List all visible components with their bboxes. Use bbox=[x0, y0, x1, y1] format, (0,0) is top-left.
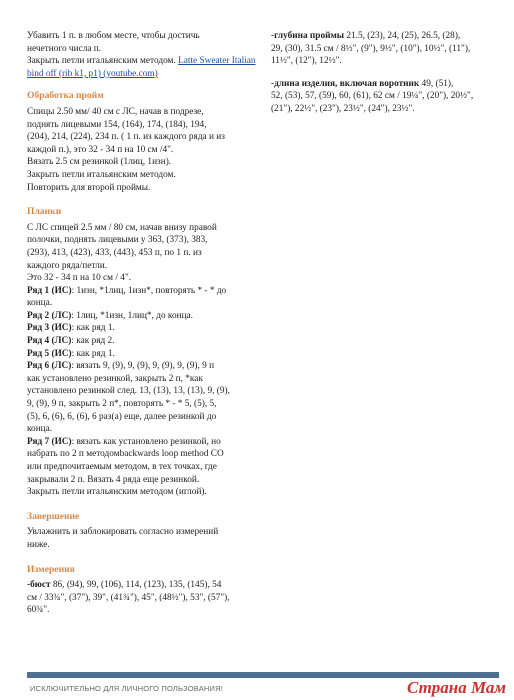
armhole-text bbox=[27, 106, 263, 194]
text-line: поднять лицевыми 154, (164), 174, (184), 194, bbox=[27, 119, 207, 130]
depth-label: -глубина проймы bbox=[271, 31, 345, 41]
bands-heading: Планки bbox=[27, 206, 62, 218]
row-text: : как ряд 1. bbox=[71, 323, 115, 334]
depth-line bbox=[271, 30, 496, 43]
row-text: : вязать как установлено резинкой, но bbox=[71, 436, 221, 447]
bust-values: см / 33¾", (37"), 39", (41¾"), 45", (48½"), 53", (57"), bbox=[27, 592, 230, 603]
row-instruction bbox=[27, 335, 263, 348]
row-text: или предпочитаемым методом, в тех точках, где bbox=[27, 462, 217, 472]
watermark-logo: Страна Мам bbox=[406, 678, 506, 697]
row-text: Закрыть петли итальянским методом (иглой). bbox=[27, 487, 207, 498]
row-label: Ряд 3 (ИС) bbox=[27, 323, 72, 334]
length-label: -длина изделия, включая воротник bbox=[271, 78, 420, 89]
text-line: полочки, поднять лицевыми у 363, (373), 383, bbox=[27, 235, 208, 246]
finishing-heading: Завершение bbox=[27, 510, 80, 522]
row-text: как установлено резинкой, закрыть 2 п, *как bbox=[27, 373, 203, 384]
left-column bbox=[27, 30, 263, 617]
bindoff-text: Закрыть петли итальянским методом. bbox=[27, 56, 179, 67]
text-line: С ЛС спицей 2.5 мм / 80 см, начав внизу правой bbox=[27, 222, 217, 233]
bindoff-video-link[interactable]: Latte Sweater Italian bind off (rib k1, p1) (youtube.com) bbox=[27, 56, 256, 79]
text-line: каждого ряда/петли. bbox=[27, 260, 108, 271]
row-text: конца. bbox=[27, 424, 53, 435]
row-text: набрать по 2 п методомbackwards loop method CO bbox=[27, 449, 224, 460]
length-values: 52, (53), 57, (59), 60, (61), 62 см / 19¼", (20"), 20½", bbox=[271, 91, 474, 102]
row-label: Ряд 6 (ЛС) bbox=[27, 361, 72, 372]
row-text: (5), 6, (6), 6, (6), 6 раз(а) еще, далее резинкой до bbox=[27, 411, 217, 422]
length-measurement bbox=[271, 78, 496, 116]
intro-line: Убавить 1 п. в любом месте, чтобы достичь bbox=[27, 31, 200, 41]
bust-label: -бюст bbox=[27, 580, 51, 591]
depth-values: 11½", (12"), 12½". bbox=[271, 56, 342, 67]
row-label: Ряд 7 (ИС) bbox=[27, 436, 72, 447]
row-text: : как ряд 2. bbox=[71, 336, 115, 347]
bust-values: 60¾". bbox=[27, 605, 50, 616]
row-instruction bbox=[27, 360, 263, 373]
footer-notice: ИСКЛЮЧИТЕЛЬНО ДЛЯ ЛИЧНОГО ПОЛЬЗОВАНИЯ! bbox=[30, 684, 224, 693]
length-values: 49, (51), bbox=[419, 78, 454, 89]
text-line: Вязать 2.5 см резинкой (1лиц, 1изн). bbox=[27, 157, 172, 168]
bust-measurement bbox=[27, 579, 263, 592]
row-instruction bbox=[27, 310, 263, 323]
row-instruction bbox=[27, 436, 263, 449]
text-line: Это 32 - 34 п на 10 см / 4". bbox=[27, 273, 132, 284]
measurements-heading: Измерения bbox=[27, 563, 75, 575]
armhole-heading: Обработка пройм bbox=[27, 90, 104, 102]
bands-text bbox=[27, 222, 263, 499]
row-text: конца. bbox=[27, 298, 53, 309]
row-text: установлено резинкой след. 13, (13), 13, (13), 9, (9), bbox=[27, 386, 230, 397]
row-text: : 1изн, *1лиц, 1изн*, повторять * - * до bbox=[71, 285, 227, 296]
text-line: Спицы 2.50 мм/ 40 см с ЛС, начав в подрезе, bbox=[27, 106, 204, 117]
row-label: Ряд 5 (ИС) bbox=[27, 348, 72, 359]
text-line: ниже. bbox=[27, 539, 50, 550]
row-text: закрывали 2 п. Вязать 4 ряда еще резинкой. bbox=[27, 474, 200, 485]
text-line: Увлажнить и заблокировать согласно измерений bbox=[27, 527, 219, 538]
row-instruction bbox=[27, 322, 263, 335]
length-line bbox=[271, 78, 496, 91]
row-label: Ряд 2 (ЛС) bbox=[27, 310, 72, 321]
armhole-depth-measurement bbox=[271, 30, 496, 68]
depth-values: 21.5, (23), 24, (25), 26.5, (28), bbox=[344, 31, 461, 41]
row-instruction bbox=[27, 348, 263, 361]
intro-line: нечетного числа п. bbox=[27, 43, 102, 54]
text-line: (293), 413, (423), 433, (443), 453 п, по 1 п. из bbox=[27, 247, 202, 258]
text-line: (204), 214, (224), 234 п. ( 1 п. из каждого ряда и из bbox=[27, 132, 225, 143]
row-instruction bbox=[27, 285, 263, 298]
depth-values: 29, (30), 31.5 см / 8½", (9"), 9½", (10"), 10½", (11"), bbox=[271, 43, 471, 54]
row-text: : 1лиц, *1изн, 1лиц*, до конца. bbox=[71, 310, 194, 321]
row-label: Ряд 1 (ИС) bbox=[27, 285, 72, 296]
row-text: 9, (9), 9 п, закрыть 2 п*, повторять * - * 5, (5), 5, bbox=[27, 399, 217, 410]
text-line: каждой п.), это 32 - 34 п на 10 см /4". bbox=[27, 144, 174, 155]
row-label: Ряд 4 (ЛС) bbox=[27, 336, 72, 347]
length-values: (21"), 22½", (23"), 23½", (24"), 23½". bbox=[271, 103, 415, 114]
row-text: : как ряд 1. bbox=[71, 348, 115, 359]
text-line: Повторить для второй проймы. bbox=[27, 182, 151, 193]
bindoff-line bbox=[27, 55, 263, 80]
bust-values: 86, (94), 99, (106), 114, (123), 135, (145), 54 bbox=[50, 580, 222, 591]
row-text: : вязать 9, (9), 9, (9), 9, (9), 9, (9), 9 п bbox=[71, 361, 215, 372]
text-line: Закрыть петли итальянским методом. bbox=[27, 169, 176, 180]
right-column bbox=[271, 30, 496, 126]
